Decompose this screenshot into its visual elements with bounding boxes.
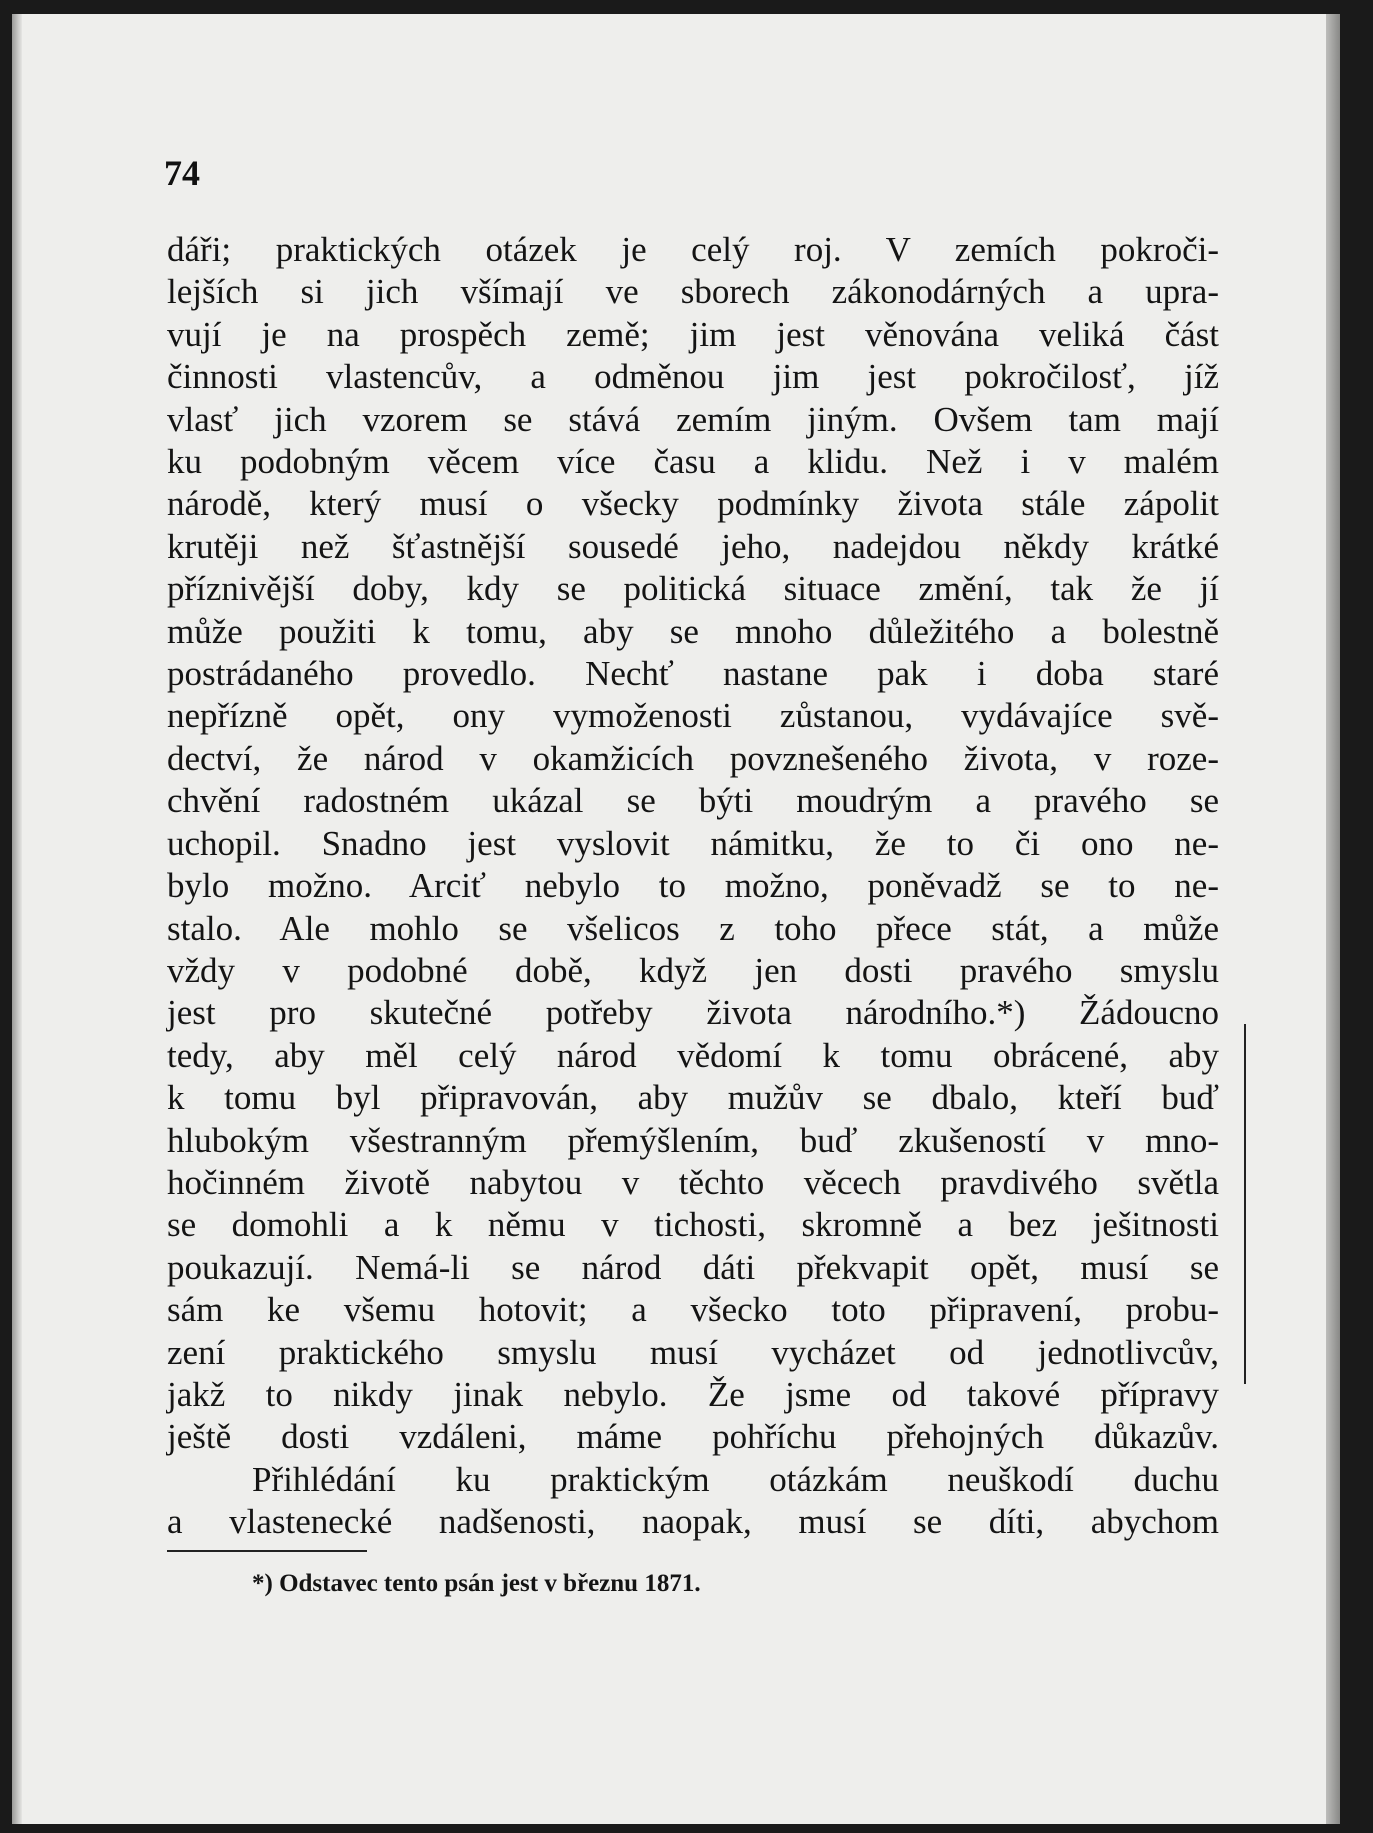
text-line: a vlastenecké nadšenosti, naopak, musí se díti, abychom — [167, 1502, 1219, 1542]
text-line: národě, který musí o všecky podmínky života stále zápolit — [167, 484, 1219, 524]
text-line: jest pro skutečné potřeby života národního.*) Žádoucno — [167, 993, 1219, 1033]
text-line: vlasť jich vzorem se stává zemím jiným. Ovšem tam mají — [167, 399, 1219, 439]
text-line: dectví, že národ v okamžicích povznešeného života, v roze- — [167, 738, 1219, 778]
text-line: lejších si jich všímají ve sborech zákonodárných a upra- — [167, 272, 1219, 312]
text-line: krutěji než šťastnější sousedé jeho, nadejdou někdy krátké — [167, 526, 1219, 566]
page-number: 74 — [164, 153, 200, 193]
text-line: postrádaného provedlo. Nechť nastane pak i doba staré — [167, 654, 1219, 694]
text-line: nepřízně opět, ony vymoženosti zůstanou, vydávajíce svě- — [167, 696, 1219, 736]
body-text — [167, 229, 1219, 1544]
text-line: vždy v podobné době, když jen dosti pravého smyslu — [167, 950, 1219, 990]
text-line: přízniv​ější doby, kdy se politická situace změní, tak že jí — [167, 569, 1219, 609]
footnote: *) Odstavec tento psán jest v březnu 1871. — [252, 1570, 701, 1597]
text-line: uchopil. Snadno jest vyslovit námitku, že to či ono ne- — [167, 823, 1219, 863]
book-page — [12, 14, 1340, 1824]
text-line: poukazují. Nemá-li se národ dáti překvapit opět, musí se — [167, 1247, 1219, 1287]
text-line: ku podobným věcem více času a klidu. Než i v malém — [167, 442, 1219, 482]
text-line: ještě dosti vzdáleni, máme pohříchu přehojných důkazův. — [167, 1417, 1219, 1457]
text-line: chvění radostném ukázal se býti moudrým a pravého se — [167, 781, 1219, 821]
text-line: tedy, aby měl celý národ vědomí k tomu obrácené, aby — [167, 1035, 1219, 1075]
margin-pencil-mark — [1244, 1024, 1246, 1384]
text-line: hočinném životě nabytou v těchto věcech pravdivého světla — [167, 1162, 1219, 1202]
text-line: stalo. Ale mohlo se všelicos z toho přece stát, a může — [167, 908, 1219, 948]
text-line: činnosti vlastencův, a odměnou jim jest pokročilosť, jíž — [167, 357, 1219, 397]
text-line: může použiti k tomu, aby se mnoho důležitého a bolestně — [167, 611, 1219, 651]
text-line: jakž to nikdy jinak nebylo. Že jsme od takové přípravy — [167, 1374, 1219, 1414]
text-line-indented: Přihlédání ku praktickým otázkám neuškodí duchu — [252, 1459, 1219, 1499]
text-line: hlubokým všestranným přemýšlením, buď zkušeností v mno- — [167, 1120, 1219, 1160]
footnote-divider — [167, 1550, 367, 1552]
text-line: sám ke všemu hotovit; a všecko toto připravení, probu- — [167, 1290, 1219, 1330]
text-line: k tomu byl připravován, aby mužův se dbalo, kteří buď — [167, 1078, 1219, 1118]
text-line: vují je na prospěch země; jim jest věnována veliká část — [167, 314, 1219, 354]
page-left-edge — [12, 14, 22, 1824]
text-line: dáři; praktických otázek je celý roj. V zemích pokroči- — [167, 230, 1219, 269]
text-line: bylo možno. Arciť nebylo to možno, poněvadž se to ne- — [167, 866, 1219, 906]
text-line: se domohli a k němu v tichosti, skromně a bez ješitnosti — [167, 1205, 1219, 1245]
text-line: zení praktického smyslu musí vycházet od jednotlivcův, — [167, 1332, 1219, 1372]
page-right-edge — [1326, 14, 1340, 1824]
